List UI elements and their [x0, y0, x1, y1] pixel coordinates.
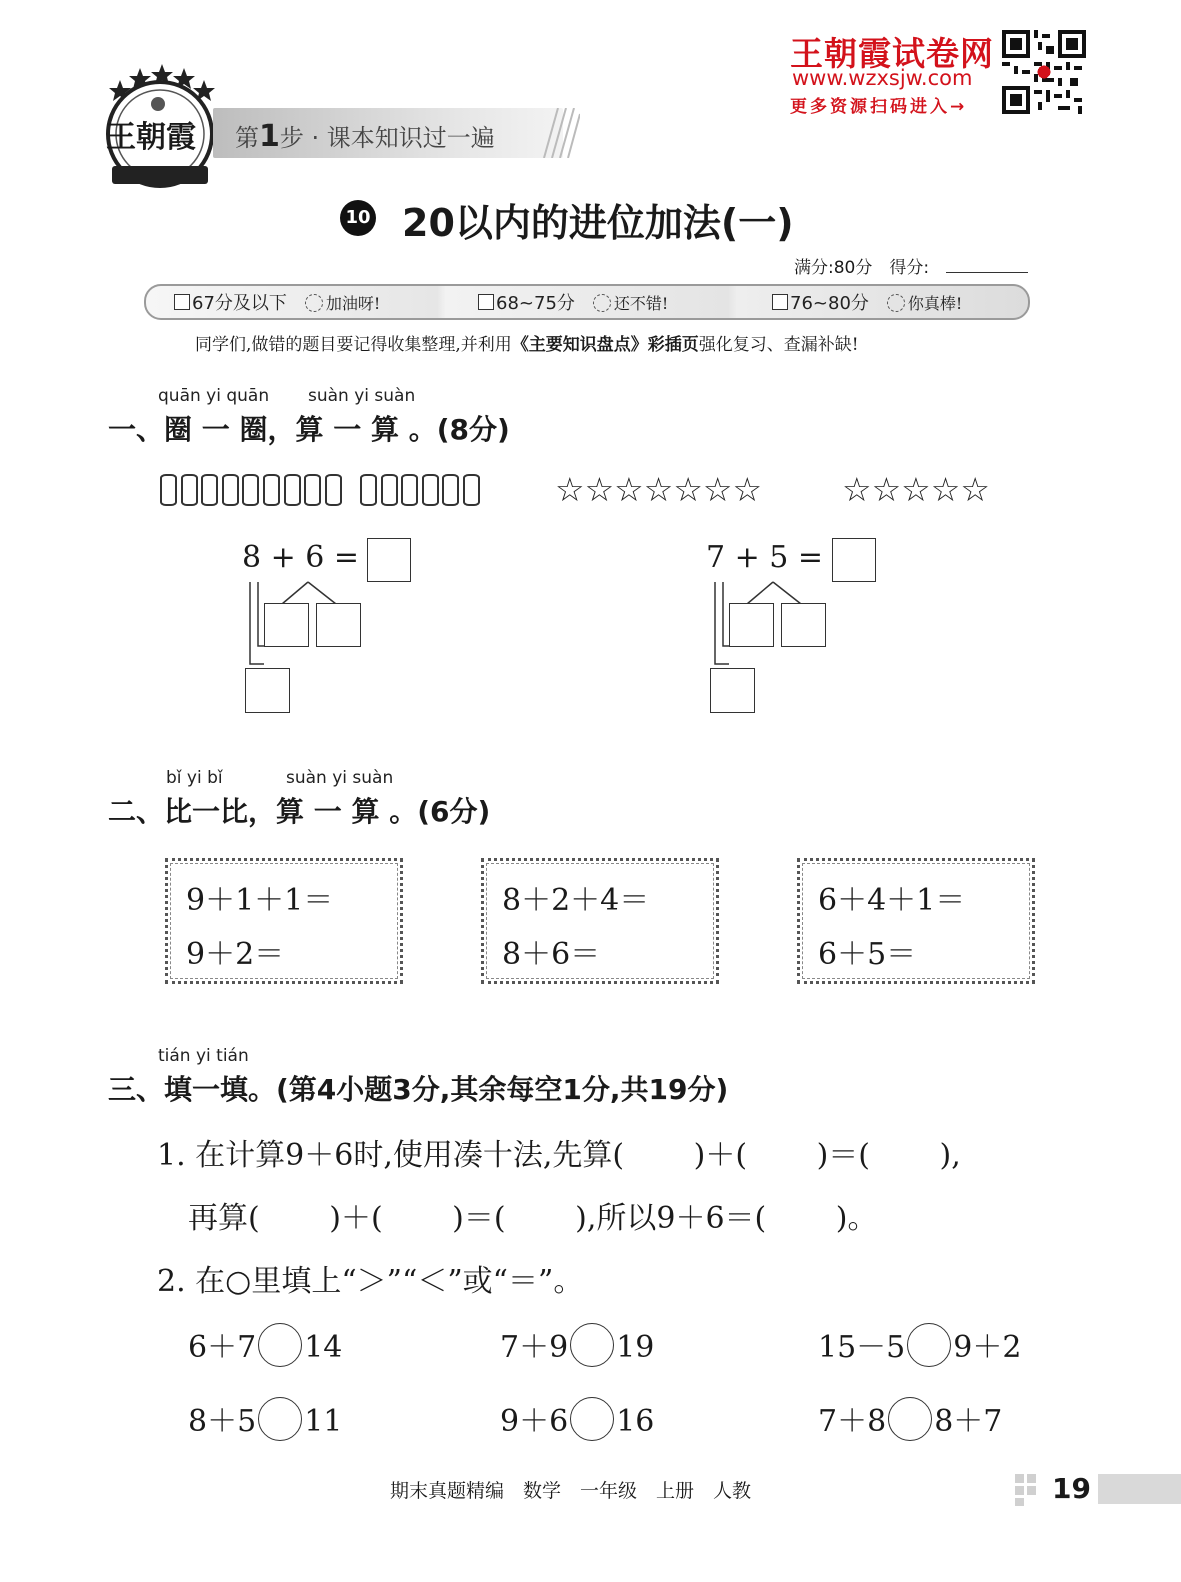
comparison-left: 9＋6 — [500, 1404, 569, 1439]
compare-line: 9＋2＝ — [186, 937, 285, 972]
section2-pinyin-a: bǐ yi bǐ — [166, 768, 223, 788]
compare-box — [165, 858, 403, 984]
cylinder[interactable] — [442, 474, 459, 506]
answer-circle[interactable] — [570, 1323, 614, 1367]
rating-bar — [144, 284, 1030, 320]
answer-circle[interactable] — [907, 1323, 951, 1367]
star-group-2: ☆☆☆☆☆ — [842, 470, 990, 509]
compare-box — [481, 858, 719, 984]
answer-box[interactable] — [367, 538, 411, 582]
rating-checkbox[interactable] — [478, 294, 494, 310]
compare-line: 6＋4＋1＝ — [818, 883, 966, 918]
notice-highlight: 《主要知识盘点》彩插页 — [511, 335, 699, 355]
cylinder[interactable] — [201, 474, 218, 506]
lesson-header — [340, 192, 860, 244]
section1-heading: 一、圈 一 圈，算 一 算 。(8分) — [108, 413, 510, 446]
publisher-logo — [100, 62, 220, 192]
brand-scan-text: 更多资源扫码进入→ — [790, 97, 968, 117]
comparison-left: 15－5 — [818, 1330, 906, 1365]
section2-pinyin-b: suàn yi suàn — [286, 768, 394, 788]
section3-heading: 三、填一填。(第4小题3分,其余每空1分,共19分) — [108, 1073, 729, 1106]
score-blank[interactable] — [946, 272, 1028, 273]
qr-code-icon[interactable] — [1002, 30, 1086, 114]
cylinder[interactable] — [325, 474, 342, 506]
comparison-right: 9＋2 — [953, 1330, 1022, 1365]
section2-heading: 二、比一比，算 一 算 。(6分) — [108, 795, 491, 828]
question-2: 2. 在○里填上“＞”“＜”或“＝”。 — [157, 1264, 584, 1299]
notice-before: 同学们,做错的题目要记得收集整理,并利用 — [195, 335, 512, 355]
split-box[interactable] — [729, 603, 774, 647]
rating-range: 67分及以下 — [192, 293, 287, 314]
brand-url[interactable]: www.wzxsjw.com — [792, 66, 973, 90]
comparison-right: 19 — [616, 1330, 655, 1365]
face-icon — [887, 294, 905, 312]
split-box[interactable] — [781, 603, 826, 647]
step-number: 1 — [259, 119, 280, 154]
comparison-right: 8＋7 — [934, 1404, 1003, 1439]
compare-box — [797, 858, 1035, 984]
cylinder[interactable] — [304, 474, 321, 506]
answer-circle[interactable] — [258, 1323, 302, 1367]
lesson-title: 20以内的进位加法(一) — [402, 201, 794, 245]
lesson-number: 10 — [340, 200, 376, 236]
compare-line: 9＋1＋1＝ — [186, 883, 334, 918]
cylinder[interactable] — [263, 474, 280, 506]
comparison-left: 8＋5 — [188, 1404, 257, 1439]
step-suffix: 步 · 课本知识过一遍 — [279, 124, 495, 152]
comparison-item — [188, 1396, 342, 1441]
cylinder[interactable] — [242, 474, 259, 506]
section3-pinyin: tián yi tián — [158, 1046, 249, 1066]
cylinder[interactable] — [401, 474, 418, 506]
answer-circle[interactable] — [570, 1397, 614, 1441]
face-icon — [305, 294, 323, 312]
sum-box[interactable] — [245, 668, 290, 713]
compare-line: 8＋6＝ — [502, 937, 601, 972]
question-1-line-2: 再算( )＋( )＝( ),所以9＋6＝( )。 — [188, 1201, 878, 1236]
step-label — [235, 118, 495, 154]
banner-stripes — [540, 108, 580, 158]
section1-pinyin-a: quān yi quān — [158, 386, 270, 406]
comparison-right: 11 — [304, 1404, 343, 1439]
sum-box[interactable] — [710, 668, 755, 713]
comparison-right: 16 — [616, 1404, 655, 1439]
brand-title: 王朝霞试卷网 — [790, 34, 994, 73]
cylinder[interactable] — [222, 474, 239, 506]
cylinder[interactable] — [463, 474, 480, 506]
equation-left: 8 + 6 = — [242, 540, 360, 575]
notice-after: 强化复习、查漏补缺! — [698, 335, 859, 355]
answer-circle[interactable] — [888, 1397, 932, 1441]
answer-circle[interactable] — [258, 1397, 302, 1441]
page-number-bar — [1098, 1474, 1181, 1504]
score-label: 满分:80分 得分: — [794, 258, 930, 278]
rating-range: 68~75分 — [496, 293, 575, 314]
cylinder[interactable] — [381, 474, 398, 506]
split-box[interactable] — [316, 603, 361, 647]
rating-item — [772, 289, 962, 315]
cylinder[interactable] — [284, 474, 301, 506]
comparison-left: 7＋9 — [500, 1330, 569, 1365]
rating-item — [174, 289, 380, 315]
comparison-left: 6＋7 — [188, 1330, 257, 1365]
split-box[interactable] — [264, 603, 309, 647]
comparison-item — [818, 1322, 1021, 1367]
page-number: 19 — [1052, 1472, 1091, 1505]
logo-text: 王朝霞 — [106, 120, 196, 155]
comparison-item — [818, 1396, 1002, 1441]
rating-comment: 还不错! — [613, 294, 669, 313]
cylinder[interactable] — [360, 474, 377, 506]
section1-pinyin-b: suàn yi suàn — [308, 386, 416, 406]
rating-checkbox[interactable] — [174, 294, 190, 310]
cylinder[interactable] — [422, 474, 439, 506]
comparison-item — [500, 1396, 654, 1441]
rating-item — [478, 289, 668, 315]
comparison-item — [188, 1322, 342, 1367]
step-banner — [213, 108, 563, 158]
compare-line: 8＋2＋4＝ — [502, 883, 650, 918]
rating-range: 76~80分 — [790, 293, 869, 314]
cylinder[interactable] — [160, 474, 177, 506]
rating-comment: 加油呀! — [325, 294, 381, 313]
page-corner-decoration — [1015, 1472, 1045, 1506]
answer-box[interactable] — [832, 538, 876, 582]
question-1-line-1: 1. 在计算9＋6时,使用凑十法,先算( )＋( )＝( ), — [157, 1138, 961, 1173]
comparison-item — [500, 1322, 654, 1367]
rating-checkbox[interactable] — [772, 294, 788, 310]
equation-right: 7 + 5 = — [706, 540, 824, 575]
face-icon — [593, 294, 611, 312]
star-group-1: ☆☆☆☆☆☆☆ — [555, 470, 763, 509]
notice-text — [195, 330, 859, 355]
compare-line: 6＋5＝ — [818, 937, 917, 972]
cylinder[interactable] — [181, 474, 198, 506]
comparison-right: 14 — [304, 1330, 343, 1365]
step-prefix: 第 — [235, 124, 259, 152]
rating-comment: 你真棒! — [907, 294, 963, 313]
footer-text: 期末真题精编 数学 一年级 上册 人教 — [390, 1480, 752, 1502]
comparison-left: 7＋8 — [818, 1404, 887, 1439]
